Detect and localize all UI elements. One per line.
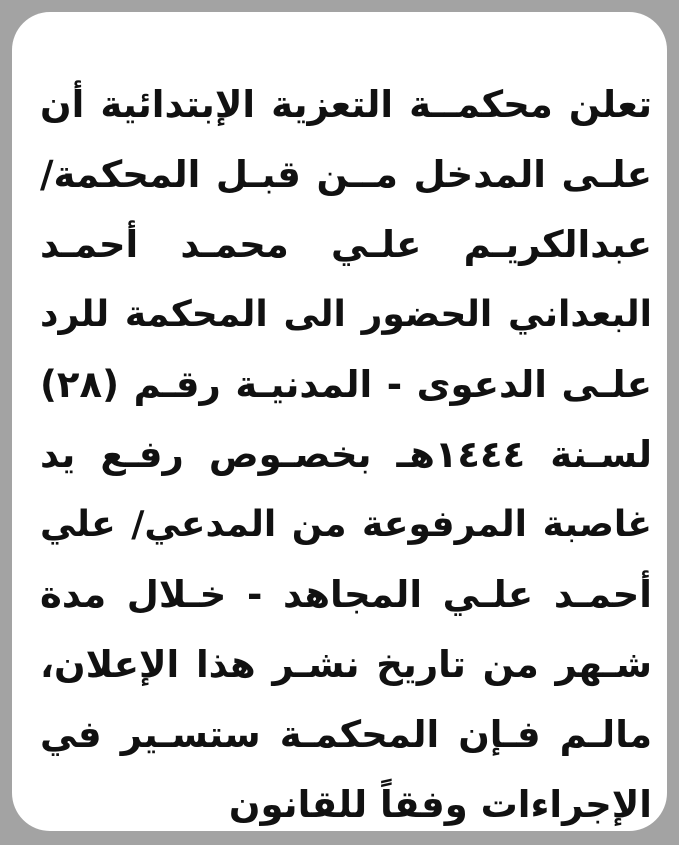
notice-line-10: مالـم فـإن المحكمـة ستسـير في [40,713,652,756]
notice-card [12,12,667,831]
notice-line-7: غاصبة المرفوعة من المدعي/ علي [40,504,652,545]
notice-line-6: لسـنة ١٤٤٤هـ بخصـوص رفـع يد [40,433,652,476]
notice-line-8: أحمـد علـي المجاهد - خـلال مدة [40,573,652,616]
notice-line-1: تعلن محكمــة التعزية الإبتدائية أن [40,83,652,126]
notice-line-11: الإجراءات وفقاً للقانون [228,783,652,826]
notice-line-2: علـى المدخل مــن قبـل المحكمة/ [40,153,652,196]
notice-line-4: البعداني الحضور الى المحكمة للرد [40,294,652,335]
notice-line-5: علـى الدعوى - المدنيـة رقـم (٢٨) [40,363,652,406]
court-notice-text [40,70,652,840]
notice-line-3: عبدالكريـم علـي محمـد أحمـد [40,223,652,266]
notice-line-9: شـهر من تاريخ نشـر هذا الإعلان، [40,643,652,686]
